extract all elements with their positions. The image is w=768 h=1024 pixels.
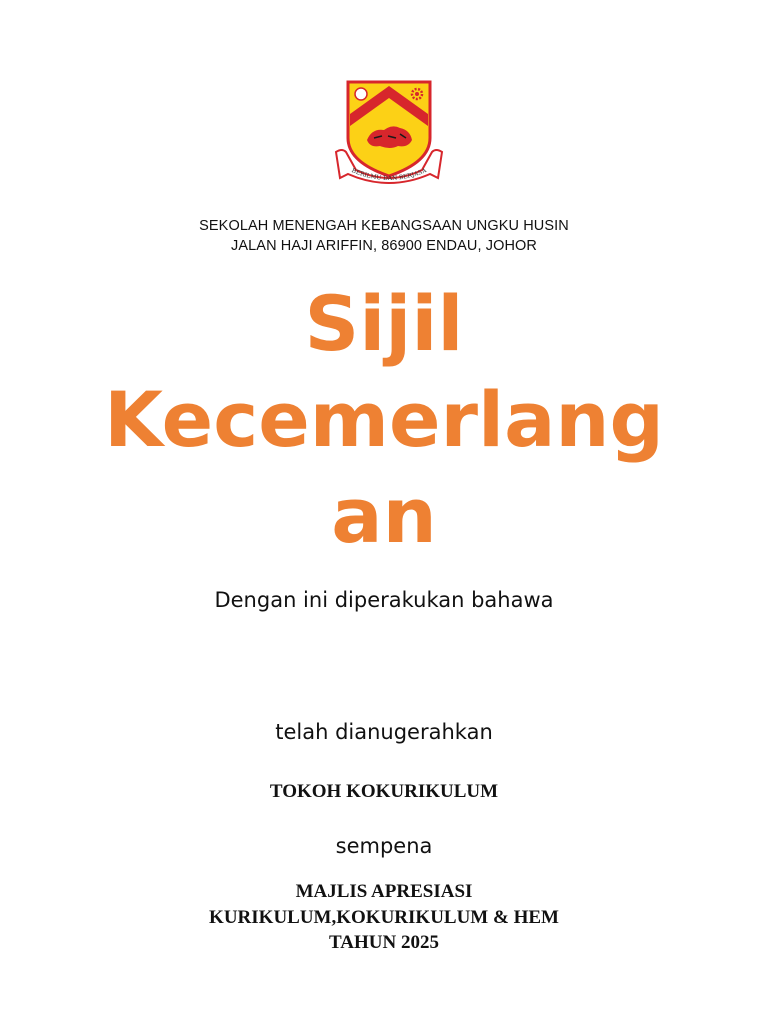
certificate-title bbox=[84, 276, 684, 564]
school-name: SEKOLAH MENENGAH KEBANGSAAN UNGKU HUSIN bbox=[199, 218, 569, 234]
title-line: Kecemerlang bbox=[104, 375, 664, 464]
title-line: an bbox=[331, 471, 437, 560]
event-line: KURIKULUM,KOKURIKULUM & HEM bbox=[209, 906, 559, 928]
certify-text: Dengan ini diperakukan bahawa bbox=[214, 588, 554, 612]
title-line: Sijil bbox=[304, 279, 464, 368]
event-line: TAHUN 2025 bbox=[329, 932, 439, 953]
award-name: TOKOH KOKURIKULUM bbox=[269, 781, 499, 802]
event-name bbox=[0, 879, 768, 956]
crest-motto: BERILMU DAN BERJASA bbox=[350, 167, 428, 183]
school-crest-icon bbox=[334, 78, 444, 186]
awarded-text: telah dianugerahkan bbox=[275, 720, 493, 744]
school-address: JALAN HAJI ARIFFIN, 86900 ENDAU, JOHOR bbox=[231, 238, 537, 254]
occasion-text: sempena bbox=[335, 834, 433, 858]
event-line: MAJLIS APRESIASI bbox=[295, 881, 473, 902]
